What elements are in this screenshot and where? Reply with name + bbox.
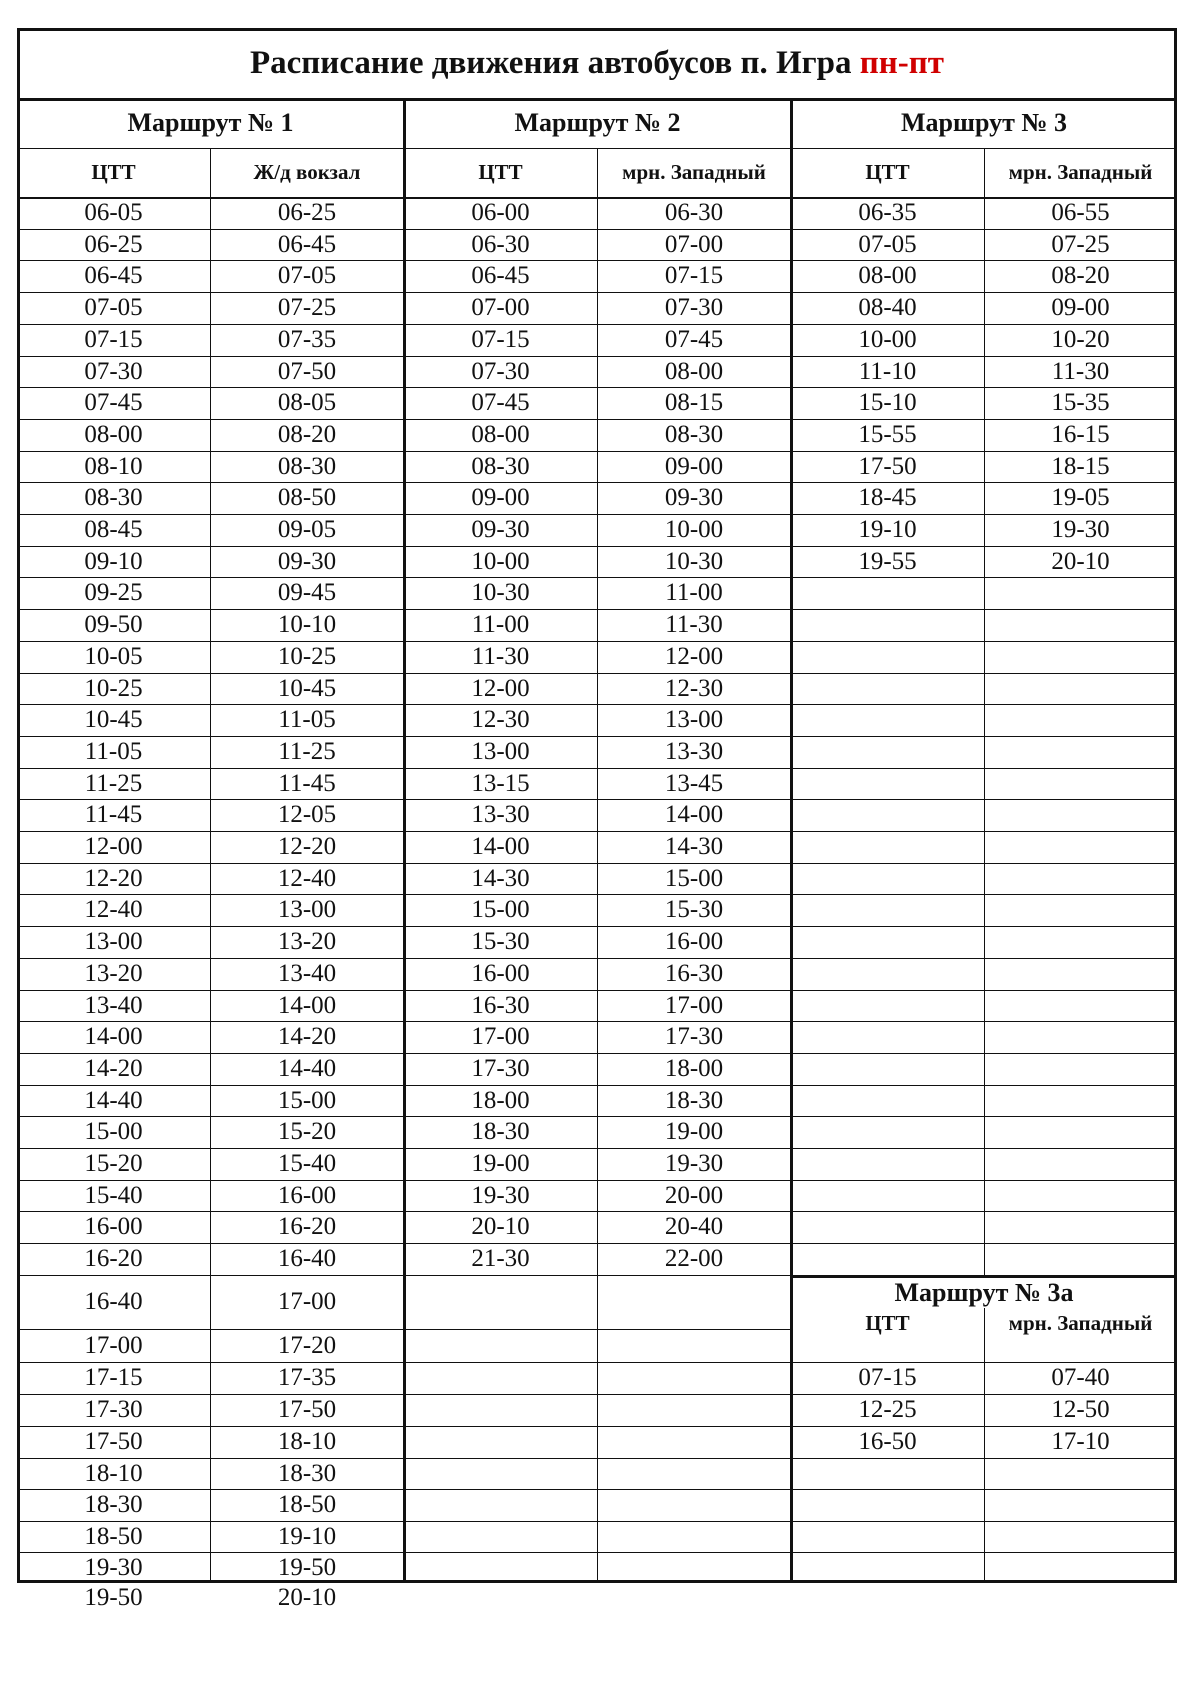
time-cell: 15-40 — [84, 1182, 143, 1209]
time-cell: 16-00 — [664, 928, 724, 955]
time-cell: 10-25 — [277, 643, 337, 670]
time-cell: 18-10 — [84, 1460, 143, 1487]
column-header: мрн. Западный — [622, 160, 766, 184]
time-cell: 08-05 — [277, 389, 337, 416]
time-cell: 07-45 — [84, 389, 143, 416]
time-cell: 11-30 — [1051, 358, 1110, 385]
time-cell: 11-30 — [665, 611, 723, 638]
time-cell: 13-30 — [471, 801, 530, 828]
time-cell: 08-30 — [471, 453, 530, 480]
time-cell: 09-05 — [277, 516, 337, 543]
time-cell: 13-45 — [664, 770, 724, 797]
time-cell: 08-00 — [84, 421, 143, 448]
time-cell: 14-40 — [84, 1087, 143, 1114]
time-cell: 12-20 — [277, 833, 337, 860]
time-cell: 14-30 — [471, 865, 530, 892]
time-cell: 15-00 — [277, 1087, 337, 1114]
time-cell: 12-05 — [277, 801, 337, 828]
time-cell: 08-30 — [84, 484, 143, 511]
time-cell: 08-20 — [1051, 262, 1110, 289]
time-cell: 09-00 — [664, 453, 724, 480]
time-cell: 07-50 — [277, 358, 337, 385]
time-cell: 12-00 — [664, 643, 724, 670]
time-cell: 10-20 — [1051, 326, 1110, 353]
time-cell: 10-05 — [84, 643, 143, 670]
time-cell: 13-00 — [664, 706, 724, 733]
time-cell: 18-10 — [277, 1428, 337, 1455]
time-cell: 13-15 — [471, 770, 530, 797]
time-cell: 16-30 — [471, 992, 530, 1019]
time-cell: 12-30 — [471, 706, 530, 733]
time-cell: 08-30 — [277, 453, 337, 480]
time-cell: 08-40 — [858, 294, 917, 321]
time-cell: 19-00 — [664, 1118, 724, 1145]
time-cell: 07-00 — [664, 231, 724, 258]
time-cell: 07-15 — [471, 326, 530, 353]
time-cell: 19-30 — [84, 1554, 143, 1581]
time-cell: 09-30 — [471, 516, 530, 543]
time-cell: 15-30 — [471, 928, 530, 955]
time-cell: 15-55 — [858, 421, 917, 448]
time-cell: 11-25 — [84, 770, 143, 797]
time-cell: 17-30 — [664, 1023, 724, 1050]
time-cell: 19-05 — [1051, 484, 1110, 511]
column-header: ЦТТ — [865, 1311, 910, 1335]
border-top — [17, 28, 1177, 31]
time-cell: 07-30 — [471, 358, 530, 385]
time-cell: 11-25 — [278, 738, 336, 765]
time-cell: 07-15 — [664, 262, 724, 289]
time-cell: 06-55 — [1051, 199, 1110, 226]
time-cell: 08-50 — [277, 484, 337, 511]
time-cell: 07-25 — [277, 294, 337, 321]
time-cell: 07-45 — [471, 389, 530, 416]
time-cell: 17-50 — [84, 1428, 143, 1455]
time-cell: 06-30 — [471, 231, 530, 258]
time-cell: 20-10 — [471, 1213, 530, 1240]
time-cell: 15-00 — [84, 1118, 143, 1145]
time-cell: 16-40 — [84, 1288, 143, 1315]
time-cell: 13-00 — [84, 928, 143, 955]
time-cell: 10-45 — [277, 675, 337, 702]
time-cell: 09-30 — [277, 548, 337, 575]
time-cell: 15-20 — [277, 1118, 337, 1145]
route-header: Маршрут № 2 — [514, 108, 681, 137]
time-cell: 19-30 — [664, 1150, 724, 1177]
time-cell: 07-15 — [84, 326, 143, 353]
time-cell: 19-30 — [471, 1182, 530, 1209]
time-cell: 16-00 — [277, 1182, 337, 1209]
time-cell: 11-00 — [471, 611, 530, 638]
time-cell: 07-15 — [858, 1364, 917, 1391]
time-cell: 06-35 — [858, 199, 917, 226]
time-cell: 17-20 — [277, 1332, 337, 1359]
time-cell: 10-25 — [84, 675, 143, 702]
time-cell: 19-00 — [471, 1150, 530, 1177]
time-cell: 10-00 — [471, 548, 530, 575]
time-cell: 16-40 — [277, 1245, 337, 1272]
time-cell: 19-10 — [858, 516, 917, 543]
time-cell: 10-30 — [664, 548, 724, 575]
time-cell: 18-50 — [277, 1491, 337, 1518]
time-cell: 08-30 — [664, 421, 724, 448]
time-cell: 20-10 — [1051, 548, 1110, 575]
time-cell: 16-15 — [1051, 421, 1110, 448]
time-cell: 17-30 — [84, 1396, 143, 1423]
time-cell: 14-00 — [277, 992, 337, 1019]
time-cell: 07-40 — [1051, 1364, 1110, 1391]
time-cell: 12-25 — [858, 1396, 917, 1423]
time-cell: 15-35 — [1051, 389, 1110, 416]
time-cell: 07-05 — [84, 294, 143, 321]
time-cell: 18-15 — [1051, 453, 1110, 480]
time-cell: 15-30 — [664, 896, 724, 923]
time-cell: 14-20 — [277, 1023, 337, 1050]
time-cell: 15-20 — [84, 1150, 143, 1177]
time-cell: 13-00 — [277, 896, 337, 923]
time-cell: 17-00 — [277, 1288, 337, 1315]
time-cell: 09-00 — [471, 484, 530, 511]
time-cell: 11-30 — [471, 643, 530, 670]
time-cell: 15-00 — [664, 865, 724, 892]
time-cell: 07-00 — [471, 294, 530, 321]
time-cell: 19-55 — [858, 548, 917, 575]
time-cell: 13-20 — [277, 928, 337, 955]
time-cell: 12-30 — [664, 675, 724, 702]
route-header: Маршрут № 1 — [127, 108, 294, 137]
time-cell: 15-40 — [277, 1150, 337, 1177]
time-cell: 06-30 — [664, 199, 724, 226]
time-cell: 07-35 — [277, 326, 337, 353]
time-cell: 13-00 — [471, 738, 530, 765]
page-title — [17, 28, 1177, 98]
title-text: Расписание движения автобусов п. Игра — [249, 45, 852, 81]
time-cell: 08-45 — [84, 516, 143, 543]
time-cell: 18-30 — [277, 1460, 337, 1487]
time-cell: 17-30 — [471, 1055, 530, 1082]
time-cell: 18-00 — [664, 1055, 724, 1082]
column-header: мрн. Западный — [1008, 160, 1153, 184]
column-header: мрн. Западный — [1008, 1311, 1153, 1335]
column-header: ЦТТ — [91, 160, 136, 184]
time-cell: 08-00 — [471, 421, 530, 448]
time-cell: 16-50 — [858, 1428, 917, 1455]
time-cell: 12-20 — [84, 865, 143, 892]
time-cell: 13-20 — [84, 960, 143, 987]
time-cell: 11-45 — [84, 801, 143, 828]
time-cell: 18-45 — [858, 484, 917, 511]
time-cell: 11-00 — [665, 579, 723, 606]
time-cell: 06-45 — [277, 231, 337, 258]
time-cell: 06-25 — [277, 199, 337, 226]
time-cell: 14-00 — [471, 833, 530, 860]
time-cell: 15-10 — [858, 389, 917, 416]
time-cell: 14-30 — [664, 833, 724, 860]
time-cell: 09-45 — [277, 579, 337, 606]
time-cell: 16-00 — [471, 960, 530, 987]
time-cell: 10-30 — [471, 579, 530, 606]
time-cell: 18-50 — [84, 1523, 143, 1550]
time-cell: 17-00 — [84, 1332, 143, 1359]
time-cell: 17-15 — [84, 1364, 143, 1391]
time-cell: 12-40 — [84, 896, 143, 923]
time-cell: 12-40 — [277, 865, 337, 892]
time-cell: 18-30 — [664, 1087, 724, 1114]
column-header: Ж/д вокзал — [253, 160, 361, 184]
time-cell: 18-00 — [471, 1087, 530, 1114]
time-cell: 13-40 — [277, 960, 337, 987]
time-cell: 19-10 — [277, 1523, 337, 1550]
time-cell: 07-45 — [664, 326, 724, 353]
route-header: Маршрут № 3 — [901, 108, 1067, 137]
time-cell: 14-20 — [84, 1055, 143, 1082]
time-cell: 06-00 — [471, 199, 530, 226]
time-cell: 22-00 — [664, 1245, 724, 1272]
time-cell: 09-10 — [84, 548, 143, 575]
days-label: пн-пт — [859, 45, 945, 81]
time-cell: 16-20 — [84, 1245, 143, 1272]
time-cell: 08-15 — [664, 389, 724, 416]
schedule-table — [17, 28, 1177, 1611]
time-cell: 15-00 — [471, 896, 530, 923]
time-cell: 07-05 — [277, 262, 337, 289]
time-cell: 06-25 — [84, 231, 143, 258]
time-cell: 17-50 — [277, 1396, 337, 1423]
time-cell: 16-00 — [84, 1213, 143, 1240]
time-cell: 11-05 — [84, 738, 143, 765]
time-cell: 08-00 — [664, 358, 724, 385]
time-cell: 14-00 — [84, 1023, 143, 1050]
time-cell: 20-40 — [664, 1213, 724, 1240]
time-cell: 11-10 — [858, 358, 917, 385]
column-header: ЦТТ — [865, 160, 910, 184]
time-cell: 14-40 — [277, 1055, 337, 1082]
time-cell: 10-45 — [84, 706, 143, 733]
time-cell: 13-40 — [84, 992, 143, 1019]
time-cell: 17-35 — [277, 1364, 337, 1391]
time-cell: 18-30 — [471, 1118, 530, 1145]
time-cell: 09-50 — [84, 611, 143, 638]
time-cell: 19-50 — [277, 1554, 337, 1581]
time-cell: 21-30 — [471, 1245, 530, 1272]
time-cell: 09-00 — [1051, 294, 1110, 321]
column-header: ЦТТ — [478, 160, 523, 184]
time-cell: 12-00 — [84, 833, 143, 860]
route-header: Маршрут № 3а — [894, 1278, 1074, 1307]
time-cell: 06-45 — [471, 262, 530, 289]
time-cell: 16-20 — [277, 1213, 337, 1240]
time-cell: 08-10 — [84, 453, 143, 480]
time-cell: 16-30 — [664, 960, 724, 987]
time-cell: 10-10 — [277, 611, 337, 638]
time-cell: 10-00 — [858, 326, 917, 353]
time-cell: 08-00 — [858, 262, 917, 289]
time-cell: 12-00 — [471, 675, 530, 702]
time-cell: 20-00 — [664, 1182, 724, 1209]
time-cell: 13-30 — [664, 738, 724, 765]
time-cell: 07-30 — [84, 358, 143, 385]
time-cell: 17-10 — [1051, 1428, 1110, 1455]
time-cell: 09-30 — [664, 484, 724, 511]
time-cell: 07-05 — [858, 231, 917, 258]
time-cell: 10-00 — [664, 516, 724, 543]
time-cell: 17-00 — [664, 992, 724, 1019]
time-cell: 11-45 — [278, 770, 336, 797]
time-cell: 09-25 — [84, 579, 143, 606]
time-cell: 14-00 — [664, 801, 724, 828]
time-cell: 19-30 — [1051, 516, 1110, 543]
time-cell: 20-10 — [277, 1584, 337, 1611]
time-cell: 12-50 — [1051, 1396, 1110, 1423]
time-cell: 17-00 — [471, 1023, 530, 1050]
time-cell: 18-30 — [84, 1491, 143, 1518]
time-cell: 07-30 — [664, 294, 724, 321]
time-cell: 19-50 — [84, 1584, 143, 1611]
time-cell: 06-05 — [84, 199, 143, 226]
time-cell: 11-05 — [278, 706, 336, 733]
time-cell: 17-50 — [858, 453, 917, 480]
time-cell: 08-20 — [277, 421, 337, 448]
time-cell: 07-25 — [1051, 231, 1110, 258]
time-cell: 06-45 — [84, 262, 143, 289]
